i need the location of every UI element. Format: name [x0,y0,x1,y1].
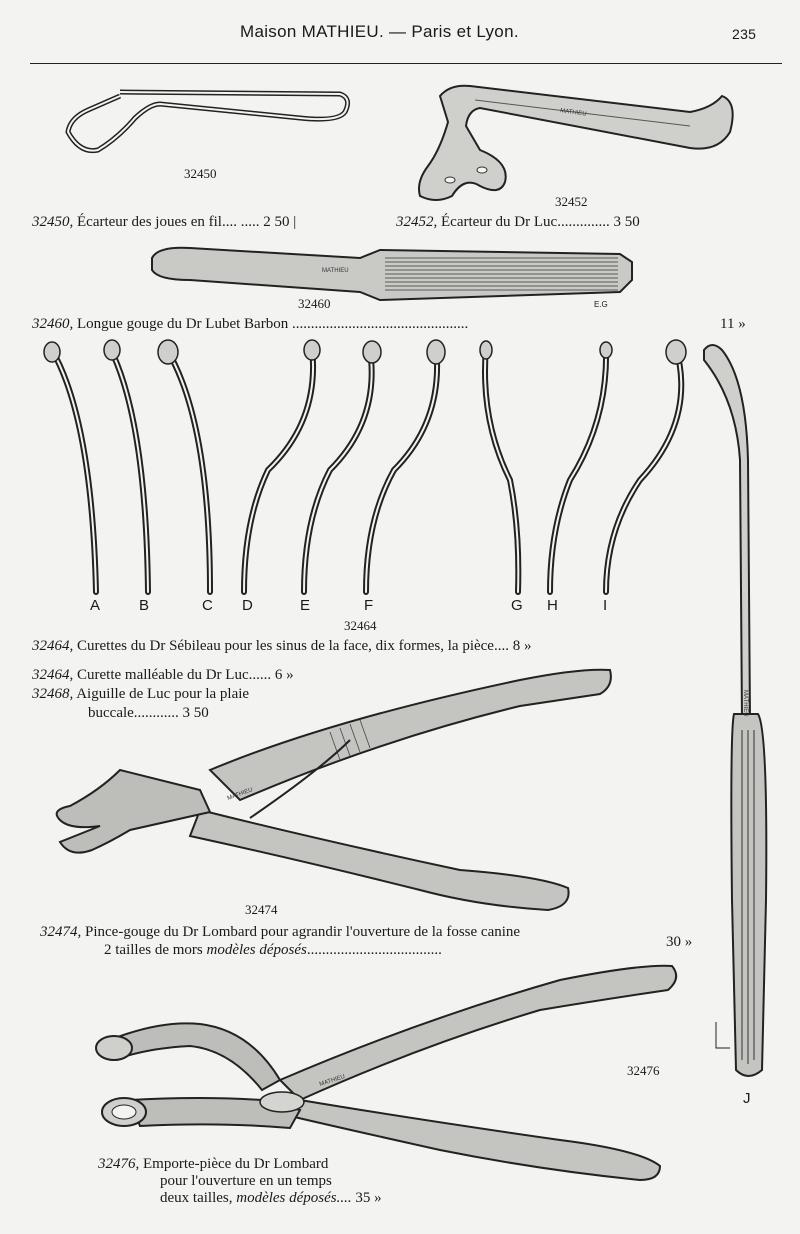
figure-label-32450: 32450 [184,166,217,181]
entry-32460-ref: 32460, [32,316,74,332]
emporte-lower-handle [290,1100,660,1180]
entry-32474-price: 30 » [666,934,693,950]
curette-label-e: E [300,597,311,614]
curette-label-j: J [743,1090,751,1107]
entry-32474-leader: .................................... [306,942,442,958]
emporte-pivot [260,1092,304,1112]
entry-32452-ref: 32452, [396,214,438,230]
emporte-upper-arm [110,1023,280,1090]
entry-32474-text2: 2 tailles de mors [104,942,203,958]
entry-32450-ref: 32450, [32,214,74,230]
figure-label-32474: 32474 [245,902,278,917]
curette-label-h: H [547,597,558,614]
curette-label-d: D [242,597,253,614]
page-header-title: Maison MATHIEU. — Paris et Lyon. [240,22,519,41]
entry-32474-text: Pince-gouge du Dr Lombard pour agrandir l'ouverture de la fosse canine [85,924,521,940]
entry-32476-text: Emporte-pièce du Dr Lombard [143,1156,329,1172]
entry-32476-line3 [160,1190,382,1207]
entry-32476-ref: 32476, [98,1156,140,1172]
entry-32464b-text: Curette malléable du Dr Luc...... 6 » [77,667,294,683]
entry-32476-line2: pour l'ouverture en un temps [160,1173,332,1189]
entry-32474-ref: 32474, [40,924,82,940]
entry-32450-text: Écarteur des joues en fil.... ..... 2 50 | [77,214,297,230]
entry-32460-text: Longue gouge du Dr Lubet Barbon [77,316,289,332]
maker-mark-32460: MATHIEU [322,268,349,274]
maker-mark-32452: MATHIEU [559,108,587,118]
maker-mark-32476: MATHIEU [318,1073,346,1088]
page-number: 235 [732,26,757,42]
emporte-upper-ring [96,1036,132,1060]
entry-32468-ref: 32468, [32,686,74,702]
curette-label-b: B [139,597,150,614]
figure-label-32464: 32464 [344,618,377,633]
maker-mark-curette-j: MATHIEU [742,690,748,717]
entry-32464b-ref: 32464, [32,667,74,683]
entry-32476-price: 35 » [355,1190,382,1206]
curette-label-g: G [511,597,523,614]
maker-mark-32474: MATHIEU [226,787,254,802]
entry-32476-text3-ital: modèles déposés.... [236,1190,352,1206]
curette-label-i: I [603,597,608,614]
entry-32460-price: 11 » [720,316,746,332]
curette-label-f: F [364,597,374,614]
entry-32476 [98,1156,328,1173]
curette-label-c: C [202,597,213,614]
figure-label-32460: 32460 [298,296,331,311]
engraver-mark: E.G [594,300,608,309]
curette-label-a: A [90,597,101,614]
entry-32464a-text: Curettes du Dr Sébileau pour les sinus de la face, dix formes, la pièce.... 8 » [77,638,532,654]
figure-label-32476: 32476 [627,1063,660,1078]
entry-32464a-ref: 32464, [32,638,74,654]
entry-32476-text3: deux tailles, [160,1190,233,1206]
figure-label-32452: 32452 [555,194,588,209]
entry-32468-text: Aiguille de Luc pour la plaie [76,686,250,702]
entry-32468-line2: buccale............ 3 50 [88,705,209,721]
entry-32474-text2-ital: modèles déposés [206,942,307,958]
entry-32452-text: Écarteur du Dr Luc.............. 3 50 [441,214,640,230]
entry-32460-leader: ............................................... [291,316,469,332]
